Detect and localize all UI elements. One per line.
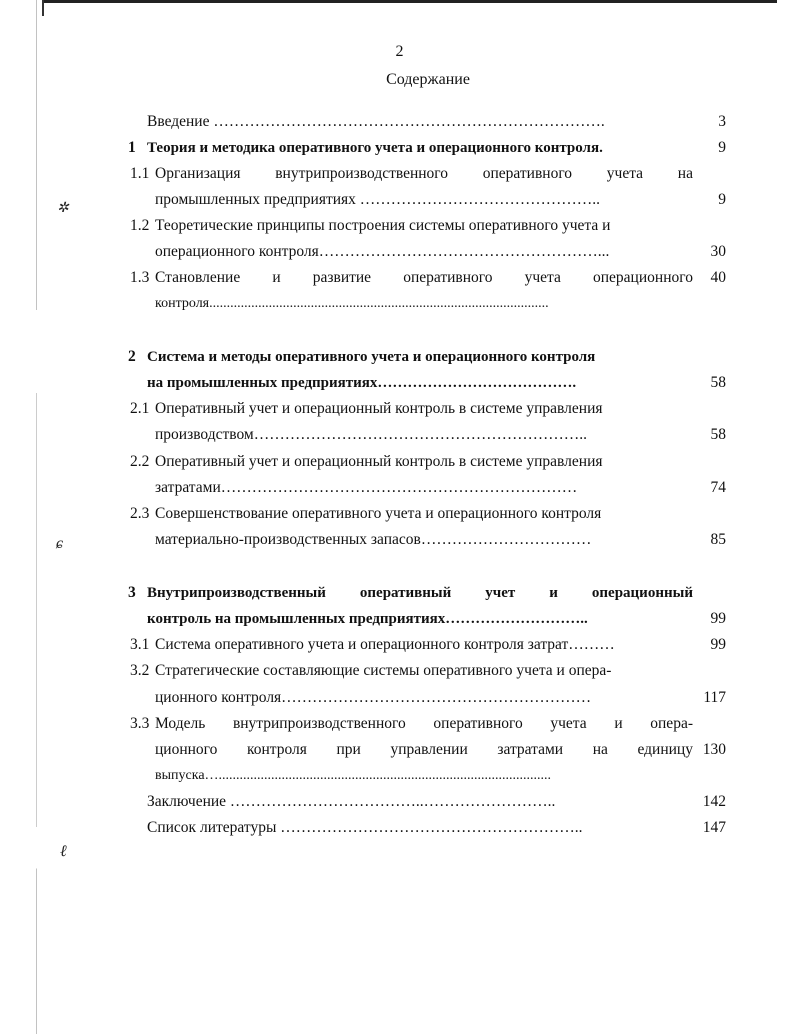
toc-section-2-3-number: 2.3 (130, 505, 150, 522)
word: ционного (155, 741, 218, 758)
toc-chapter-1-title: Теория и методика оперативного учета и операционного контроля. (147, 140, 603, 156)
word: контроля (247, 741, 307, 758)
word: при (336, 741, 361, 758)
toc-section-1-2-line-1: Теоретические принципы построения системы оперативного учета и (155, 217, 611, 234)
word: Внутрипроизводственный (147, 585, 326, 601)
toc-section-3-1-number: 3.1 (130, 636, 150, 653)
toc-chapter-1-page: 9 (718, 139, 726, 156)
toc-references-dots: ………………………………………………….. (280, 819, 583, 836)
word: оперативного (433, 715, 523, 732)
word: оперативного (482, 165, 573, 182)
toc-section-3-3-number: 3.3 (130, 715, 150, 732)
toc-section-3-2-page: 117 (703, 689, 726, 706)
toc-section-2-1-page: 58 (710, 426, 726, 443)
word: Становление (155, 269, 241, 286)
toc-chapter-2-number: 2 (128, 348, 136, 365)
page-number: 2 (395, 43, 404, 60)
word: учет (485, 585, 516, 601)
word: внутрипроизводственного (275, 165, 449, 182)
toc-section-1-1-number: 1.1 (130, 165, 150, 182)
word: Организация (155, 165, 241, 182)
word: учета (606, 165, 644, 182)
margin-mark-2: ɕ (56, 535, 64, 552)
word: учета (524, 269, 561, 286)
toc-chapter-3-page: 99 (710, 610, 726, 627)
toc-section-3-3-page: 130 (702, 741, 726, 758)
toc-references-page: 147 (702, 819, 726, 836)
margin-mark-1: ✲ (57, 201, 69, 216)
toc-section-2-1-line-1: Оперативный учет и операционный контроль в системе управления (155, 400, 603, 417)
toc-section-2-3-line-2: материально-производственных запасов…………………………… (155, 531, 592, 548)
toc-chapter-2-page: 58 (710, 374, 726, 391)
toc-chapter-1-number: 1 (128, 139, 136, 156)
word: и (272, 269, 281, 286)
word: опера- (650, 715, 693, 732)
toc-entry-conclusion (147, 789, 693, 815)
word: единицу (637, 741, 693, 758)
toc-section-2-3-line-1: Совершенствование оперативного учета и операционного контроля (155, 505, 602, 522)
toc-section-3-3-line-3: выпуска…............................................................................................... (155, 768, 552, 783)
toc-chapter-3-line-1 (147, 580, 693, 606)
word: Модель (155, 715, 206, 732)
toc-chapter-2-line-1: Система и методы оперативного учета и операционного контроля (147, 349, 596, 365)
toc-conclusion-page: 142 (702, 793, 726, 810)
toc-conclusion-dots: ………………………………..…………………….. (229, 793, 556, 810)
toc-conclusion-label: Заключение (147, 793, 227, 810)
toc-section-2-3-page: 85 (710, 531, 726, 548)
toc-section-2-2-page: 74 (710, 479, 726, 496)
toc-section-1-2-number: 1.2 (130, 217, 150, 234)
margin-mark-3: ℓ (60, 843, 67, 860)
toc-section-3-3-line-1 (155, 711, 693, 737)
word: на (677, 165, 693, 182)
toc-section-3-2-line-2: ционного контроля…………………………………………………… (155, 689, 592, 706)
toc-section-2-1-line-2: производством……………………………………………………….. (155, 426, 587, 443)
toc-section-1-3-line-2: контроля................................................................................................. (155, 296, 549, 311)
word: на (592, 741, 608, 758)
word: затратами (497, 741, 564, 758)
toc-intro-label: Введение (147, 113, 210, 130)
toc-section-1-2-page: 30 (710, 243, 726, 260)
toc-section-2-2-line-1: Оперативный учет и операционный контроль в системе управления (155, 453, 603, 470)
word: управлении (390, 741, 468, 758)
toc-entry-references (147, 815, 693, 841)
toc-section-2-2-line-2: затратами…………………………………………………………… (155, 479, 578, 496)
toc-section-3-1-line-1: Система оперативного учета и операционного контроля затрат……… (155, 636, 615, 653)
word: операционного (593, 269, 693, 286)
word: и (549, 585, 558, 601)
toc-section-3-2-number: 3.2 (130, 662, 150, 679)
toc-section-2-1-number: 2.1 (130, 400, 150, 417)
word: оперативный (359, 585, 452, 601)
toc-section-3-2-line-1: Стратегические составляющие системы оперативного учета и опера- (155, 662, 612, 679)
toc-intro-dots: …………………………………………………………………. (213, 113, 605, 130)
word: внутрипроизводственного (232, 715, 406, 732)
toc-section-3-3-line-2 (155, 737, 693, 763)
word: и (614, 715, 623, 732)
toc-section-1-3-line-1 (155, 265, 693, 291)
toc-section-3-1-page: 99 (710, 636, 726, 653)
toc-section-1-3-number: 1.3 (130, 269, 150, 286)
word: развитие (312, 269, 372, 286)
toc-section-1-1-line-2: промышленных предприятиях ……………………………………….. (155, 191, 601, 208)
toc-section-1-3-page: 40 (710, 269, 726, 286)
word: учета (550, 715, 587, 732)
toc-chapter-3-line-2: контроль на промышленных предприятиях……………………….. (147, 611, 588, 627)
toc-section-1-2-line-2: операционного контроля………………………………………………... (155, 243, 610, 260)
toc-section-1-1-page: 9 (718, 191, 726, 208)
toc-entry-intro (147, 109, 693, 135)
toc-chapter-2-line-2: на промышленных предприятиях…………………………………. (147, 375, 577, 391)
toc-section-1-1-line-1 (155, 161, 693, 187)
toc-chapter-3-number: 3 (128, 584, 136, 601)
toc-section-2-2-number: 2.2 (130, 453, 150, 470)
page-title: Содержание (386, 71, 470, 88)
word: операционный (591, 585, 693, 601)
toc-references-label: Список литературы (147, 819, 277, 836)
word: оперативного (403, 269, 493, 286)
toc-intro-page: 3 (718, 113, 726, 130)
